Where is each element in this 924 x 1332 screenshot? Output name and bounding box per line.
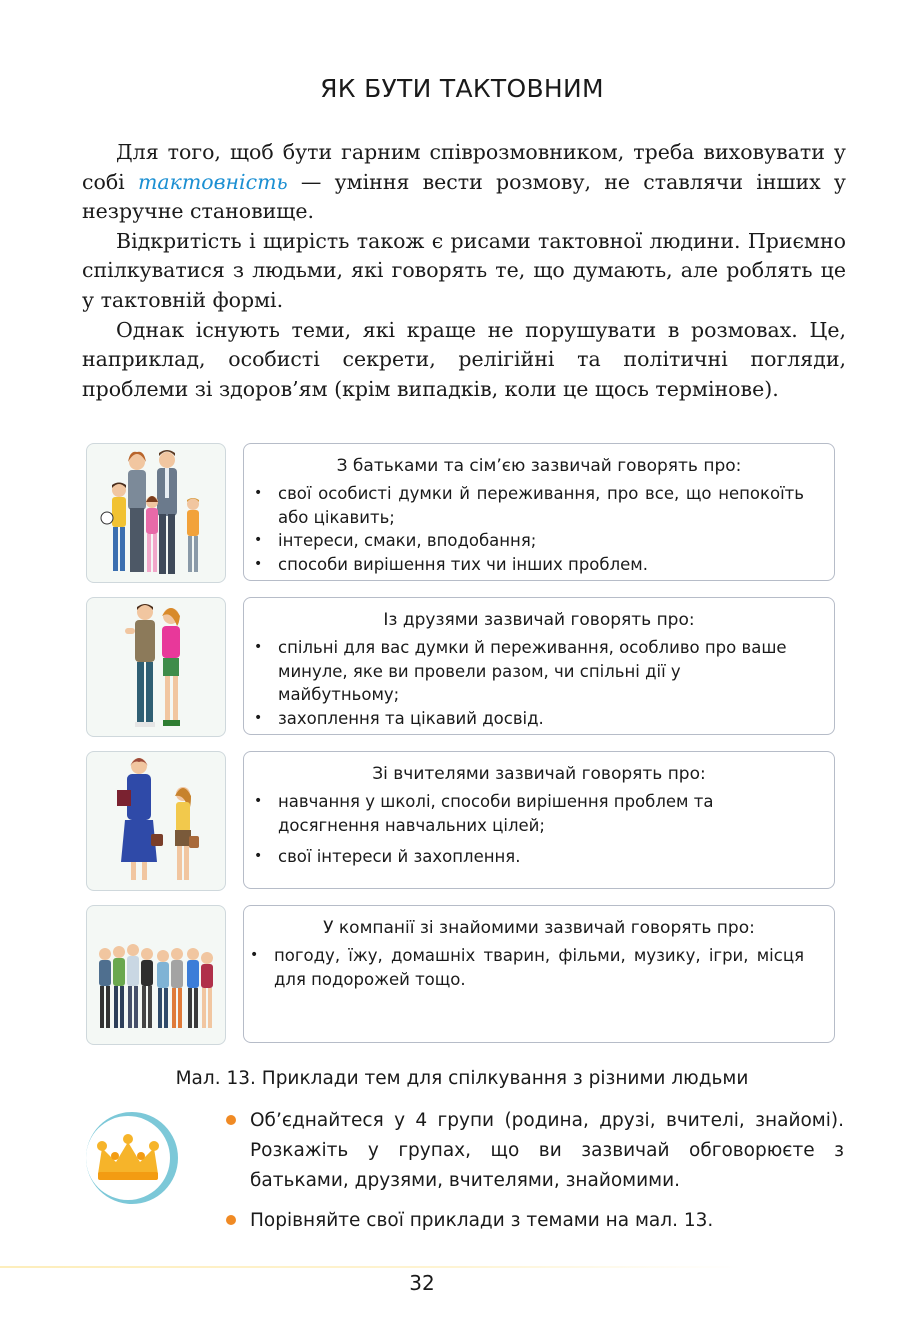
paragraph-2: Відкритість і щирість також є рисами тактовної людини. Приємно спілкуватися з людьми, які говорять те, що думають, але роблять це у тактовній формі. [82,228,846,312]
topic-heading: З батьками та сім’єю зазвичай говорять про: [336,456,742,476]
paragraph-1-start: Для того, щоб бути гарним співрозмовником, треба виховувати у собі [82,140,846,194]
task-item [226,1106,844,1196]
topic-box-acquaintances [243,905,835,1043]
topic-list [244,790,834,869]
topic-heading: У компанії зі знайомими зазвичай говорять про: [323,918,755,938]
topic-box-family [243,443,835,581]
teacher-illustration [86,751,226,891]
page-number: 32 [409,1271,435,1295]
topic-box-friends [243,597,835,735]
list-item: • інтереси, смаки, вподобання; [278,529,804,553]
list-item: • способи вирішення тих чи інших проблем. [278,553,804,577]
list-item: • навчання у школі, способи вирішення проблем та досягнення навчальних цілей; [278,790,754,837]
topic-box-teachers [243,751,835,889]
paragraph-1-end: — уміння вести розмову, не ставлячи інших у незручне становище. [82,169,846,224]
list-item: • спільні для вас думки й переживання, особливо про ваше минуле, яке ви провели разом, чи спільні дії у майбутньому; [278,636,800,707]
task-list [226,1106,844,1246]
friends-illustration [86,597,226,737]
paragraph-1 [82,138,846,227]
intro-text [82,138,846,404]
bullet-dot-icon [226,1215,236,1225]
group-illustration [86,905,226,1045]
list-item: • погоду, їжу, домашніх тварин, фільми, музику, ігри, місця для подорожей тощо. [274,944,804,991]
task-text: Порівняйте свої приклади з темами на мал. 13. [250,1210,714,1231]
task-item [226,1206,844,1236]
footer-divider [0,1266,740,1268]
family-illustration [86,443,226,583]
task-text: Об’єднайтеся у 4 групи (родина, друзі, вчителі, знайомі). Розкажіть у групах, що ви зазвичай обговорюєте з батьками, друзями, вчителями, знайомими. [250,1110,844,1191]
list-item: • свої особисті думки й переживання, про все, що непокоїть або цікавить; [278,482,804,529]
list-item: • свої інтереси й захоплення. [278,845,754,869]
page-title: ЯК БУТИ ТАКТОВНИМ [320,74,604,103]
topic-heading: Зі вчителями зазвичай говорять про: [372,764,706,784]
list-item: • захоплення та цікавий досвід. [278,707,800,731]
topic-list [244,482,834,576]
topic-heading: Із друзями зазвичай говорять про: [383,610,695,630]
term-tactfulness: тактовність [137,169,288,194]
figure-caption: Мал. 13. Приклади тем для спілкування з різними людьми [175,1068,749,1089]
group-work-crown-icon [82,1108,182,1208]
topic-list [244,636,834,730]
topic-list [244,944,834,991]
bullet-dot-icon [226,1115,236,1125]
paragraph-3: Однак існують теми, які краще не порушувати в розмовах. Це, наприклад, особисті секрети, релігійні та політичні погляди, проблеми зі здоров’ям (крім випадків, коли це щось термінове). [82,317,846,401]
